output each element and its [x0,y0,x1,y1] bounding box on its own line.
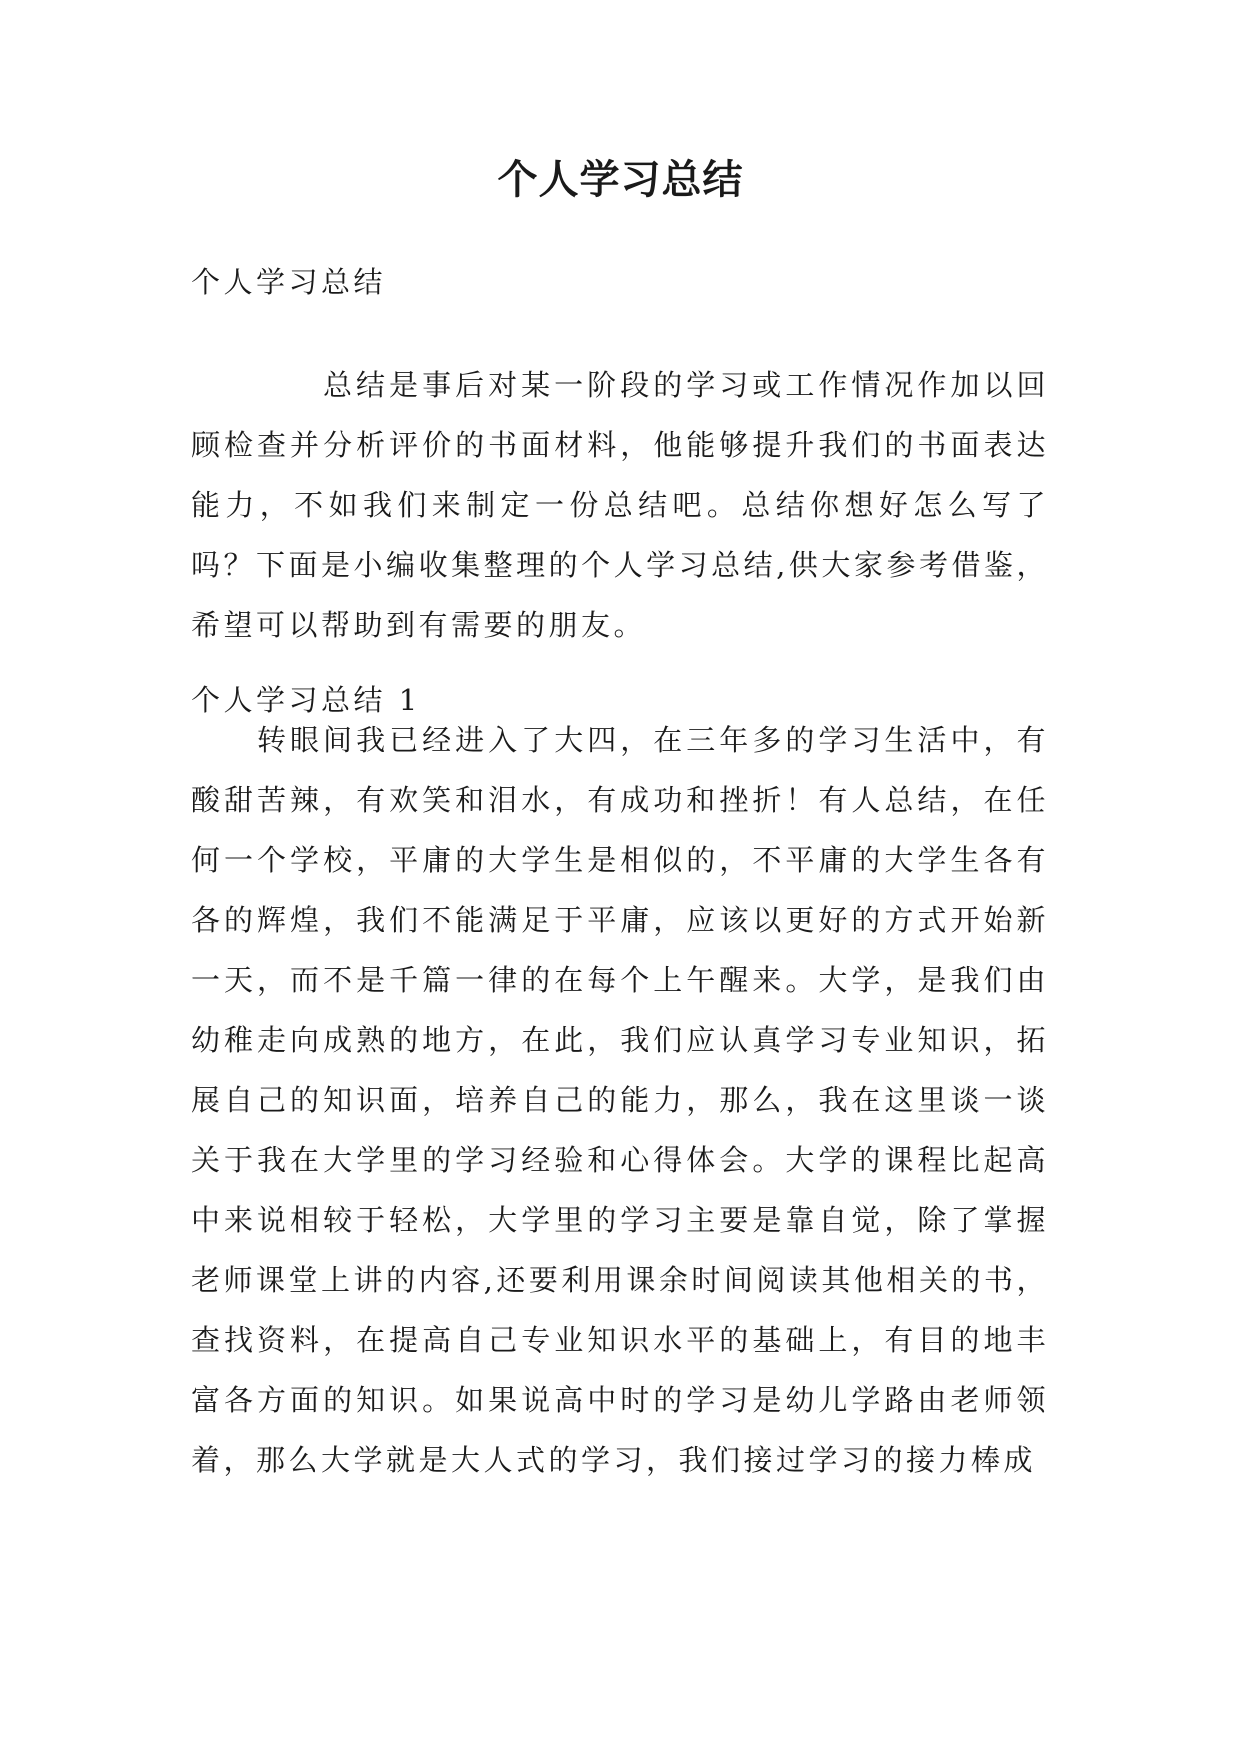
document-title: 个人学习总结 [497,157,744,203]
section-1-paragraph: 转眼间我已经进入了大四，在三年多的学习生活中，有酸甜苦辣，有欢笑和泪水，有成功和挫折！有人总结，在任何一个学校，平庸的大学生是相似的，不平庸的大学生各有各的辉煌，我们不能满足于平庸，应该以更好的方式开始新一天，而不是千篇一律的在每个上午醒来。大学，是我们由幼稚走向成熟的地方，在此，我们应认真学习专业知识，拓展自己的知识面，培养自己的能力，那么，我在这里谈一谈关于我在大学里的学习经验和心得体会。大学的课程比起高中来说相较于轻松，大学里的学习主要是靠自觉，除了掌握老师课堂上讲的内容,还要利用课余时间阅读其他相关的书，查找资料，在提高自己专业知识水平的基础上，有目的地丰富各方面的知识。如果说高中时的学习是幼儿学路由老师领着，那么大学就是大人式的学习，我们接过学习的接力棒成 [191,723,1049,1477]
intro-paragraph: 总结是事后对某一阶段的学习或工作情况作加以回顾检查并分析评价的书面材料，他能够提升我们的书面表达能力，不如我们来制定一份总结吧。总结你想好怎么写了吗？下面是小编收集整理的个人学习总结,供大家参考借鉴，希望可以帮助到有需要的朋友。 [191,368,1049,642]
section-1-heading: 个人学习总结 1 [191,683,421,717]
document-subtitle: 个人学习总结 [191,265,387,299]
